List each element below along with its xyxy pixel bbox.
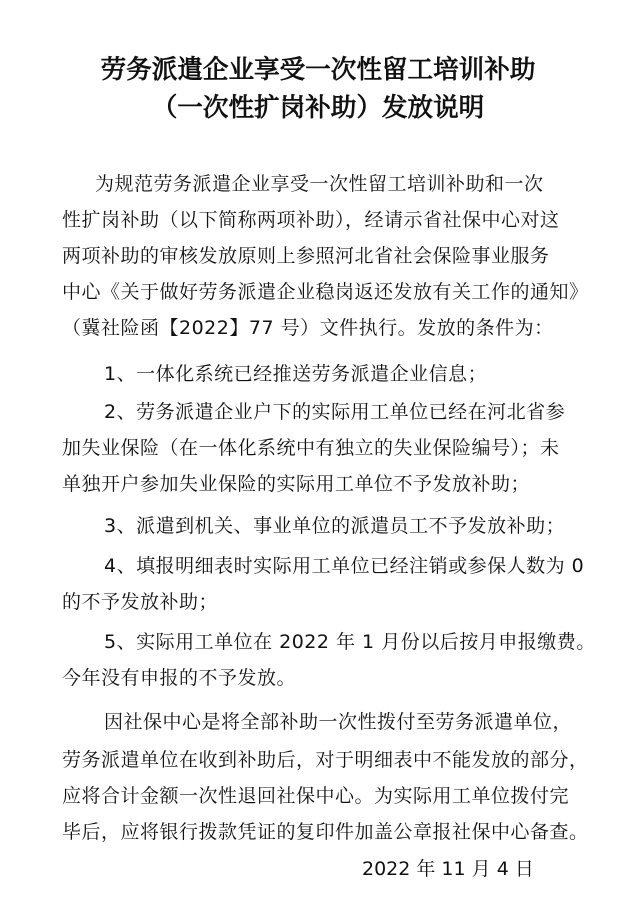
document-title-line-2: （一次性扩岗补助）发放说明 xyxy=(151,93,485,123)
body-line: 应将合计金额一次性退回社保中心。为实际用工单位拨付完 xyxy=(62,785,570,807)
body-line: 加失业保险（在一体化系统中有独立的失业保险编号）；未 xyxy=(62,437,560,459)
body-line: 劳务派遣单位在收到补助后，对于明细表中不能发放的部分， xyxy=(62,749,589,771)
condition-item-2: 2、劳务派遣企业户下的实际用工单位已经在河北省参 xyxy=(104,401,566,423)
body-line: 性扩岗补助（以下简称两项补助），经请示省社保中心对这 xyxy=(62,209,560,231)
body-line: 的不予发放补助； xyxy=(62,591,219,613)
document-date: 2022 年 11 月 4 日 xyxy=(362,858,534,880)
condition-item-1: 1、一体化系统已经推送劳务派遣企业信息； xyxy=(104,363,488,385)
body-line: 单独开户参加失业保险的实际用工单位不予发放补助； xyxy=(62,473,531,495)
condition-item-5: 5、实际用工单位在 2022 年 1 月份以后按月申报缴费。 xyxy=(104,631,596,653)
condition-item-3: 3、派遣到机关、事业单位的派遣员工不予发放补助； xyxy=(104,515,566,537)
condition-item-4: 4、填报明细表时实际用工单位已经注销或参保人数为 0 xyxy=(104,555,585,577)
body-line: 两项补助的审核发放原则上参照河北省社会保险事业服务 xyxy=(62,245,550,267)
body-line: 因社保中心是将全部补助一次性拨付至劳务派遣单位， xyxy=(104,711,573,733)
body-line: 毕后，应将银行拨款凭证的复印件加盖公章报社保中心备查。 xyxy=(62,821,589,843)
body-line: 今年没有申报的不予发放。 xyxy=(62,667,297,689)
document-title-line-1: 劳务派遣企业享受一次性留工培训补助 xyxy=(100,55,536,85)
body-line: 为规范劳务派遣企业享受一次性留工培训补助和一次 xyxy=(95,173,544,195)
body-line: 中心《关于做好劳务派遣企业稳岗返还发放有关工作的通知》 xyxy=(62,281,589,303)
body-line: （冀社险函【2022】77 号）文件执行。发放的条件为： xyxy=(62,317,554,339)
